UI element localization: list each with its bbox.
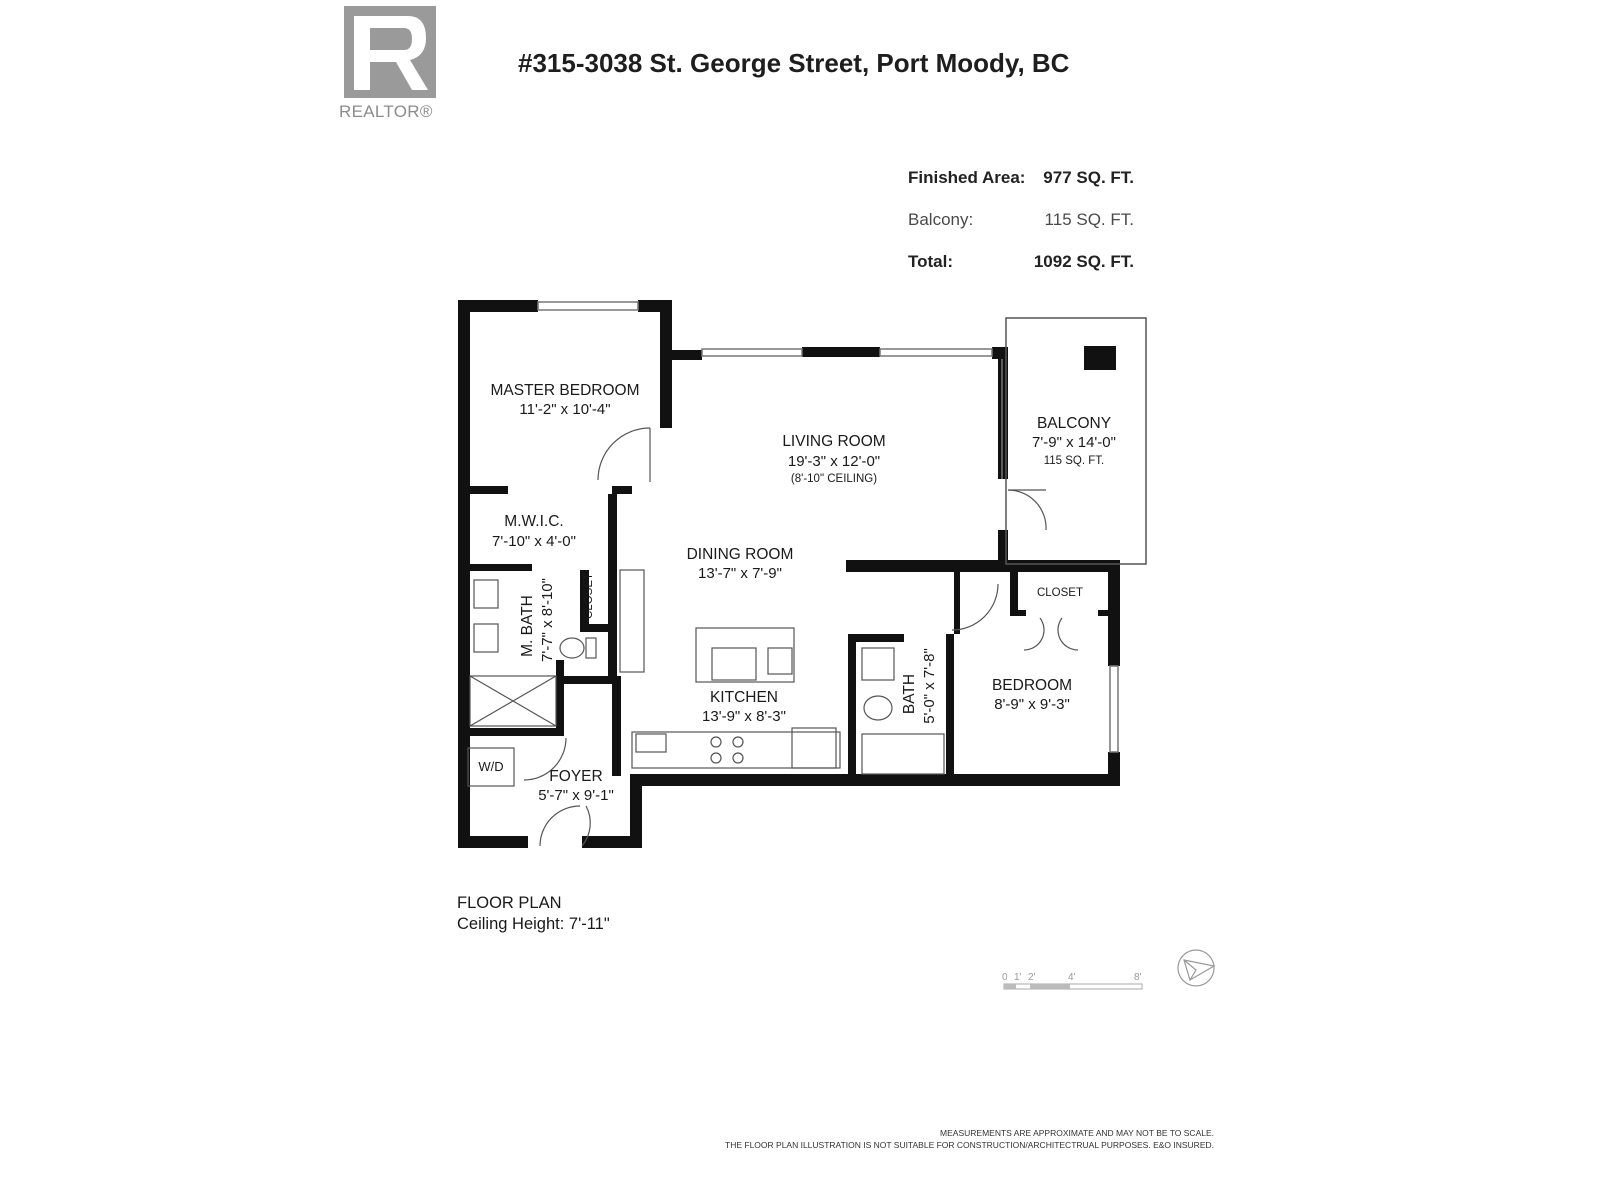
living-room-name: LIVING ROOM <box>782 433 886 450</box>
balcony-dims: 7'-9" x 14'-0" <box>1032 434 1116 451</box>
north-arrow-icon <box>1178 950 1214 986</box>
balcony-area-label: Balcony: <box>908 210 974 229</box>
kitchen-name: KITCHEN <box>709 689 779 706</box>
bedroom-closet-name: CLOSET <box>1036 587 1084 599</box>
ceiling-height-label: Ceiling Height: 7'-11" <box>457 915 610 933</box>
bedroom-dims: 8'-9" x 9'-3" <box>994 696 1070 713</box>
kitchen-dims: 13'-9" x 8'-3" <box>702 708 786 725</box>
living-room-dims: 19'-3" x 12'-0" <box>787 453 881 470</box>
foyer-dims: 5'-7" x 9'-1" <box>538 787 614 804</box>
scale-tick-2: 2' <box>1028 972 1036 983</box>
listing-address-title: #315-3038 St. George Street, Port Moody, BC <box>518 48 1070 78</box>
dining-room-dims: 13'-7" x 7'-9" <box>698 565 782 582</box>
balcony-name: BALCONY <box>1036 415 1112 432</box>
master-bedroom-name: MASTER BEDROOM <box>490 382 640 399</box>
scale-bar <box>1002 972 1142 989</box>
bath-name: BATH <box>901 673 918 715</box>
room-labels <box>478 382 1116 804</box>
mwic-dims: 7'-10" x 4'-0" <box>492 533 576 550</box>
disclaimer-line-1: MEASUREMENTS ARE APPROXIMATE AND MAY NOT BE TO SCALE. <box>940 1128 1214 1138</box>
laundry-label: W/D <box>478 759 504 774</box>
disclaimer-line-2: THE FLOOR PLAN ILLUSTRATION IS NOT SUITABLE FOR CONSTRUCTION/ARCHITECTRUAL PURPOSES. E&O INSURED. <box>725 1140 1214 1150</box>
mwic-name: M.W.I.C. <box>504 513 564 530</box>
m-bath-dims: 7'-7" x 8'-10" <box>539 578 556 662</box>
bath-dims: 5'-0" x 7'-8" <box>921 648 938 724</box>
living-room-ceiling-note: (8'-10" CEILING) <box>790 473 878 485</box>
scale-tick-0: 0 <box>1002 972 1008 983</box>
realtor-logo-text: REALTOR® <box>339 102 433 121</box>
balcony-area-value: 115 SQ. FT. <box>1044 210 1134 229</box>
master-bedroom-dims: 11'-2" x 10'-4" <box>519 401 611 418</box>
total-area-label: Total: <box>908 252 954 271</box>
bedroom-name: BEDROOM <box>991 677 1073 694</box>
finished-area-value: 977 SQ. FT. <box>1043 168 1134 187</box>
finished-area-label: Finished Area: <box>908 168 1026 187</box>
scale-tick-8: 8' <box>1134 972 1142 983</box>
master-closet-name: CLOSET <box>583 572 595 620</box>
floor-plan-label: FLOOR PLAN <box>457 894 562 912</box>
scale-tick-4: 4' <box>1068 972 1076 983</box>
total-area-value: 1092 SQ. FT. <box>1033 252 1134 271</box>
balcony-area-note: 115 SQ. FT. <box>1043 455 1105 467</box>
m-bath-name: M. BATH <box>519 595 536 657</box>
foyer-name: FOYER <box>549 768 603 785</box>
dining-room-name: DINING ROOM <box>686 546 794 563</box>
scale-tick-1: 1' <box>1014 972 1022 983</box>
